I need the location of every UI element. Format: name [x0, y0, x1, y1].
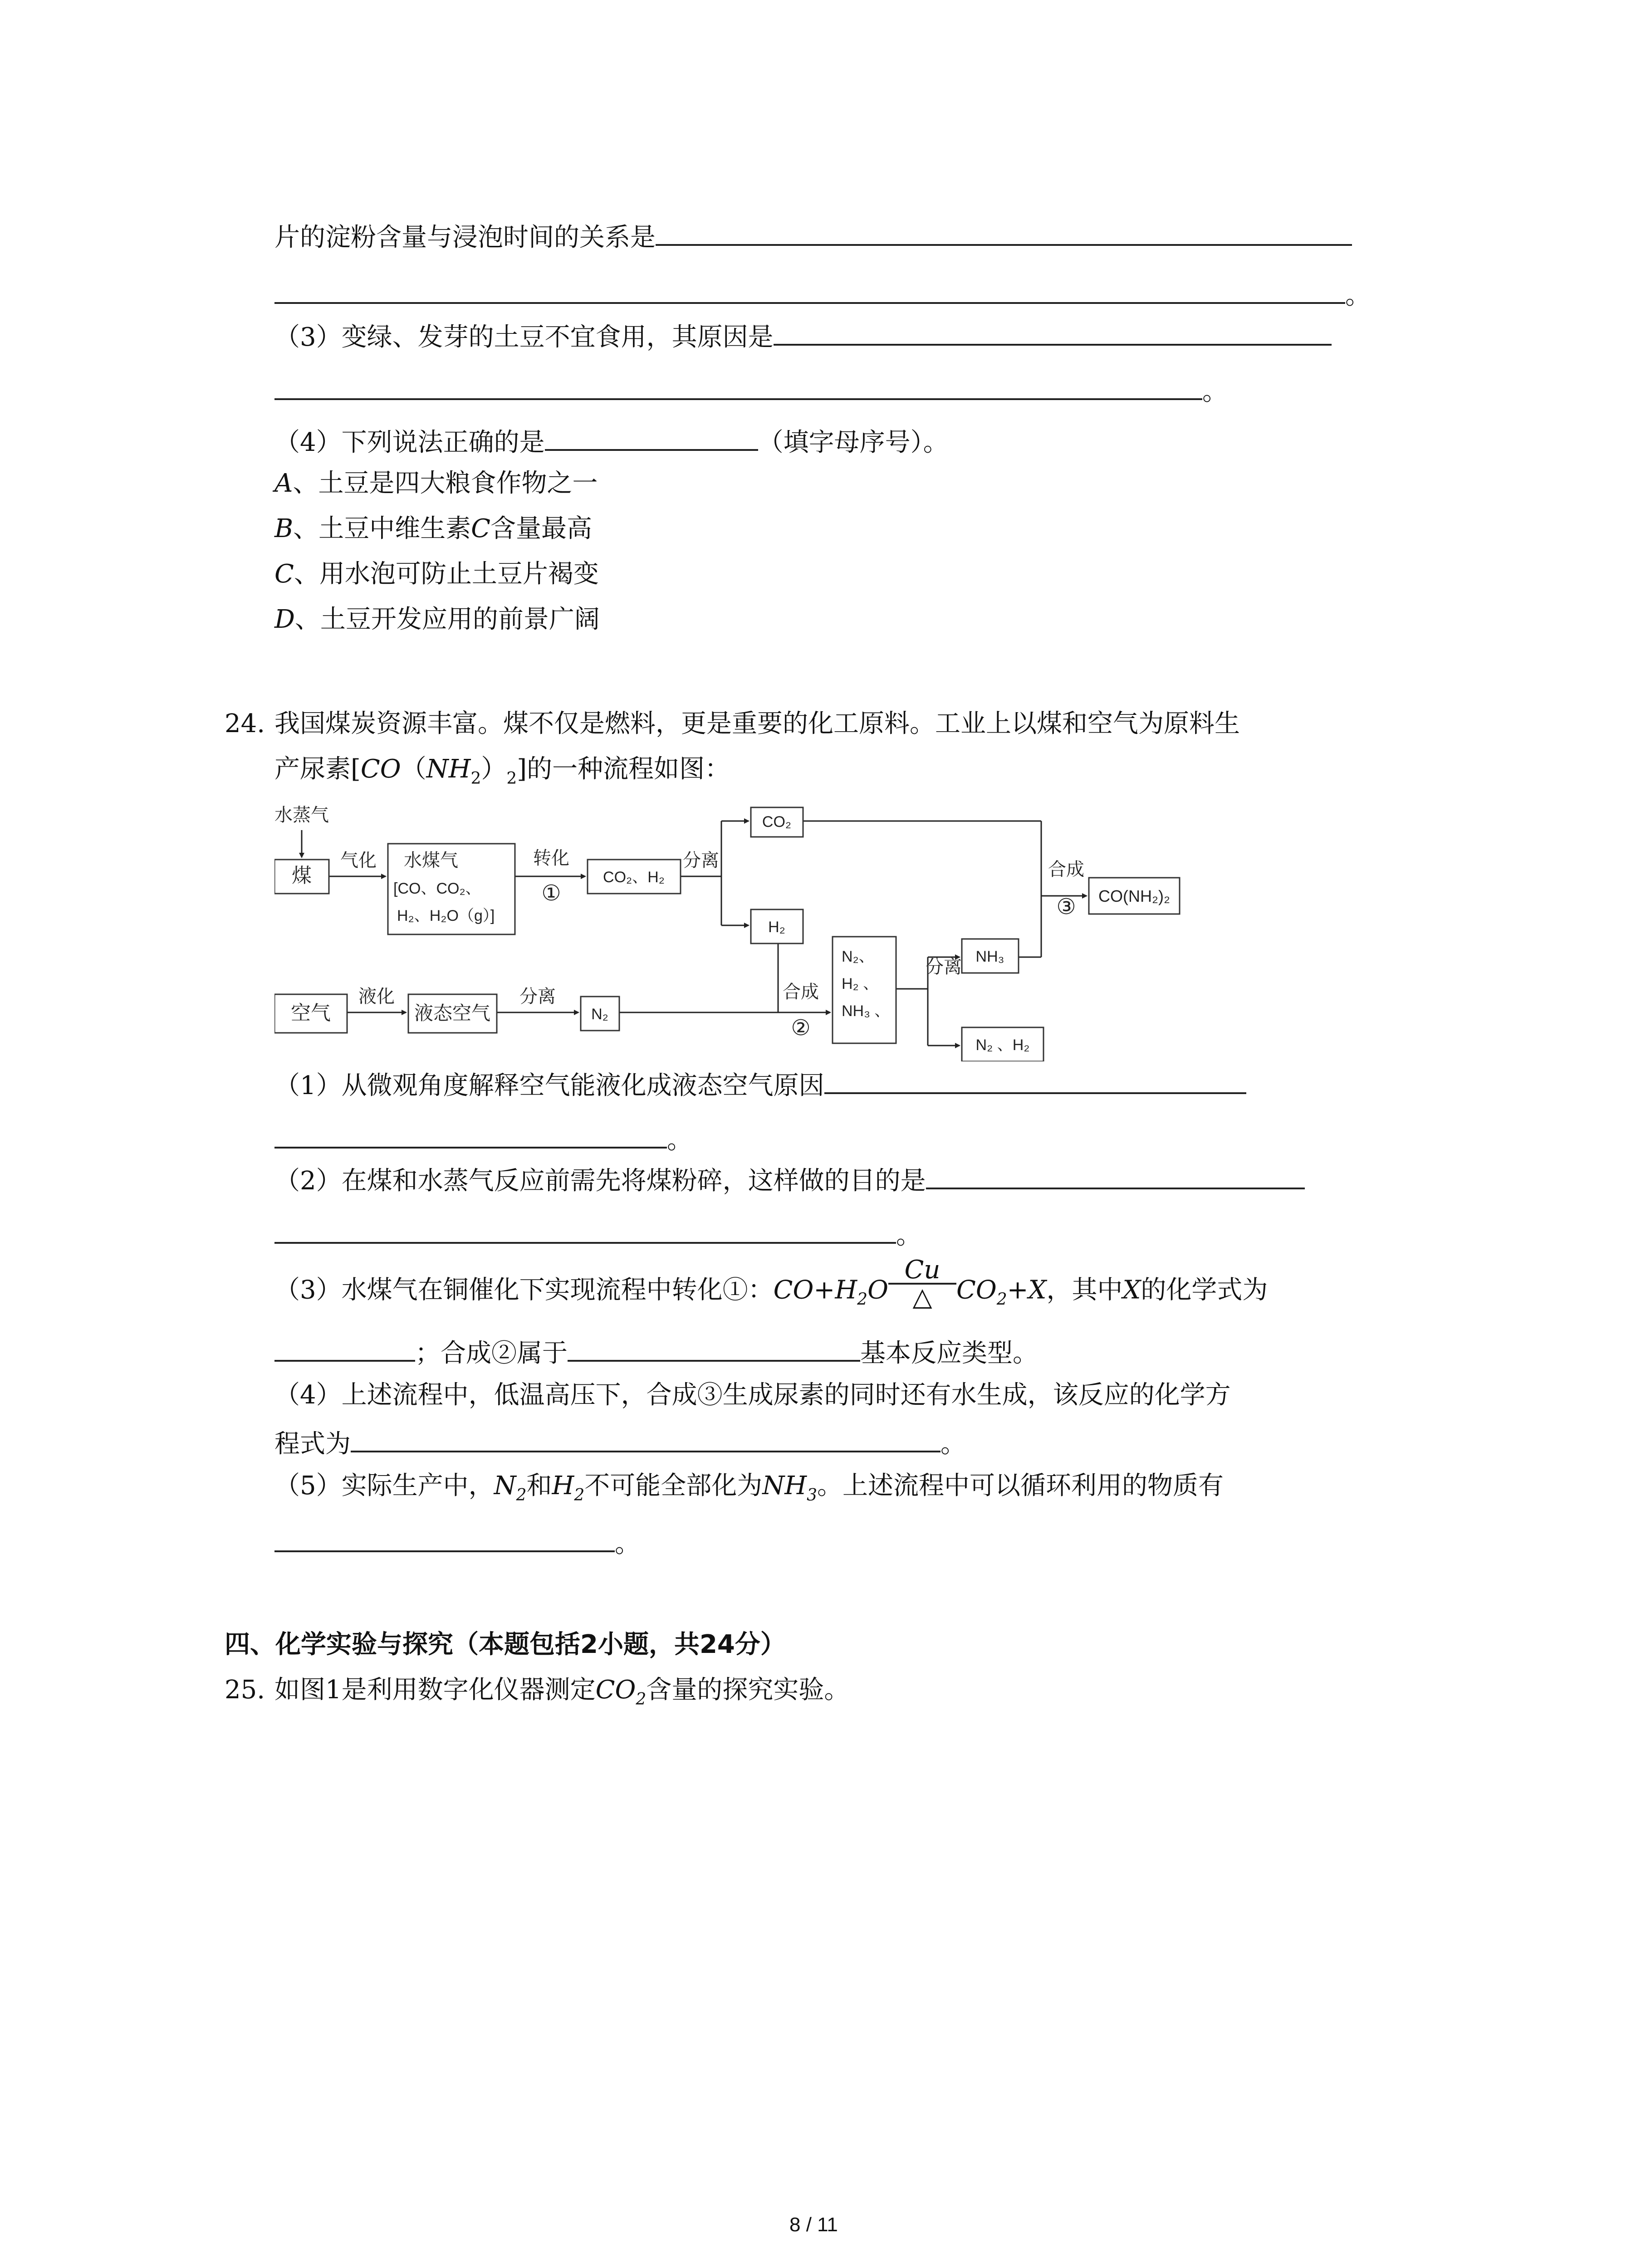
mixture-line3: NH₃ 、	[842, 1002, 890, 1020]
option-text: 、用水泡可防止土豆片褐变	[294, 559, 599, 589]
part-text: 不可能全部化为	[584, 1471, 763, 1501]
water-gas-line2: H₂、H₂O（g）]	[397, 907, 495, 924]
end-mark: 。	[896, 1221, 921, 1250]
option-text: 、土豆是四大粮食作物之一	[293, 469, 598, 498]
mixture-line1: N₂、	[842, 948, 874, 965]
formula: X	[1028, 1275, 1047, 1305]
q23-item3b	[274, 372, 1228, 408]
liquefy-label: 液化	[358, 987, 395, 1007]
q23-item3	[274, 318, 1332, 354]
formula: +	[813, 1275, 835, 1305]
answer-blank[interactable]	[351, 1424, 941, 1452]
q24-number: 24.	[225, 709, 265, 738]
part-text: （3）水煤气在铜催化下实现流程中转化①：	[274, 1275, 774, 1305]
part-text: 。上述流程中可以循环利用的物质有	[817, 1471, 1224, 1501]
steam-label: 水蒸气	[274, 805, 329, 825]
q23-item4	[274, 423, 949, 459]
subscript: 2	[636, 1690, 647, 1709]
formula: O	[867, 1275, 888, 1305]
heat-symbol: △	[912, 1282, 932, 1312]
part-text: 的化学式为	[1141, 1275, 1268, 1305]
answer-blank[interactable]	[656, 218, 1352, 246]
formula-co: CO	[360, 754, 401, 784]
water-gas-title: 水煤气	[404, 850, 458, 870]
synth3-label: 合成	[1048, 860, 1084, 880]
synth2-label: 合成	[783, 982, 819, 1002]
stem-text: ]的一种流程如图：	[517, 754, 730, 784]
co2-label: CO₂	[762, 813, 792, 831]
part-text: （1）从微观角度解释空气能液化成液态空气原因	[274, 1071, 824, 1100]
q24-part2	[274, 1161, 1305, 1198]
q24-part5	[274, 1470, 1224, 1512]
part-text: ；合成②属于	[415, 1339, 568, 1368]
q24-part1b	[274, 1120, 692, 1157]
urea-label: CO(NH₂)₂	[1098, 887, 1170, 905]
option-letter: C	[274, 559, 294, 589]
option-text: 、土豆开发应用的前景广阔	[294, 605, 600, 634]
q23-item4-text: （4）下列说法正确的是	[274, 428, 545, 457]
q23-option-c	[274, 558, 599, 591]
n2-h2-label: N₂ 、H₂	[975, 1036, 1030, 1054]
answer-blank[interactable]	[274, 1524, 615, 1552]
option-letter: A	[274, 469, 293, 498]
paren: （	[401, 754, 426, 784]
part-text: 基本反应类型。	[860, 1339, 1038, 1368]
q23-option-a	[274, 467, 598, 500]
vitamin-letter: C	[471, 514, 491, 543]
end-mark: 。	[667, 1125, 692, 1155]
q23-option-d	[274, 603, 600, 636]
end-mark: 。	[1202, 377, 1228, 406]
formula: H	[552, 1471, 574, 1501]
q23-item4-tail: （填字母序号）。	[758, 428, 949, 457]
convert-label: 转化	[533, 848, 569, 868]
nh3-label: NH₃	[975, 948, 1004, 965]
option-text: 、土豆中维生素	[293, 514, 471, 543]
gasify-label: 气化	[340, 850, 377, 870]
subscript: 2	[506, 769, 517, 788]
circle-3: ③	[1056, 895, 1076, 919]
stem-text: 含量的探究实验。	[646, 1675, 850, 1705]
formula: NH	[762, 1471, 807, 1501]
answer-blank[interactable]	[274, 1216, 896, 1244]
part-text: 程式为	[274, 1429, 351, 1459]
separate2-label: 分离	[519, 987, 556, 1007]
stem-text: 产尿素[	[274, 754, 361, 784]
separate3-label: 分离	[926, 957, 962, 977]
q23-line1-text: 片的淀粉含量与浸泡时间的关系是	[274, 223, 656, 252]
q25-number: 25.	[225, 1675, 265, 1705]
part-text: （5）实际生产中，	[274, 1471, 494, 1501]
subscript: 2	[574, 1486, 585, 1505]
q24-stem-line2	[274, 753, 730, 795]
mixture-line2: H₂ 、	[842, 975, 879, 992]
stem-text: 如图1是利用数字化仪器测定	[274, 1675, 596, 1705]
formula: N	[494, 1471, 516, 1501]
formula: CO	[595, 1675, 636, 1705]
circle-1: ①	[541, 881, 561, 905]
formula-nh: NH	[426, 754, 471, 784]
answer-blank[interactable]	[274, 1334, 415, 1362]
part-text: 和	[526, 1471, 552, 1501]
answer-blank[interactable]	[274, 276, 1345, 304]
formula: X	[1122, 1275, 1141, 1305]
subscript: 2	[516, 1486, 527, 1505]
subscript: 2	[857, 1290, 868, 1309]
answer-blank[interactable]	[824, 1066, 1246, 1094]
q24-part5b	[274, 1524, 640, 1560]
subscript: 3	[807, 1486, 818, 1505]
part-text: （2）在煤和水蒸气反应前需先将煤粉碎，这样做的目的是	[274, 1166, 926, 1196]
catalyst-label: Cu	[888, 1257, 956, 1285]
formula: +	[1007, 1275, 1029, 1305]
answer-blank[interactable]	[545, 423, 758, 451]
option-text-tail: 含量最高	[490, 514, 593, 543]
end-mark: 。	[1345, 281, 1371, 310]
answer-blank[interactable]	[774, 318, 1332, 346]
page-number: 8 / 11	[789, 2214, 838, 2236]
q24-part2b	[274, 1216, 921, 1252]
q23-option-b	[274, 513, 592, 545]
separate1-label: 分离	[683, 850, 719, 870]
formula: H	[835, 1275, 857, 1305]
q23-line1b	[274, 276, 1371, 312]
coal-label: 煤	[292, 865, 312, 887]
section4-heading: 四、化学实验与探究（本题包括2小题，共24分）	[225, 1630, 786, 1659]
water-gas-line1: [CO、CO₂、	[393, 880, 481, 897]
option-letter: B	[274, 514, 294, 543]
answer-blank[interactable]	[274, 1120, 667, 1149]
q24-part3	[274, 1255, 1268, 1318]
liquid-air-label: 液态空气	[414, 1002, 491, 1024]
answer-blank[interactable]	[926, 1161, 1305, 1189]
q25-stem	[274, 1674, 849, 1716]
part-text: ，其中	[1046, 1275, 1123, 1305]
q23-line1	[274, 218, 1352, 254]
formula: CO	[956, 1275, 997, 1305]
q24-part4b	[274, 1424, 966, 1461]
urea-process-flow-diagram	[274, 798, 1205, 1061]
end-mark: 。	[941, 1429, 966, 1459]
air-label: 空气	[291, 1002, 331, 1024]
subscript: 2	[996, 1290, 1007, 1309]
answer-blank[interactable]	[568, 1334, 860, 1362]
subscript: 2	[470, 769, 481, 788]
q24-part3b	[274, 1334, 1038, 1370]
paren: ）	[481, 754, 507, 784]
option-letter: D	[274, 605, 295, 634]
q24-part1	[274, 1066, 1246, 1102]
circle-2: ②	[791, 1016, 811, 1040]
n2-label: N₂	[591, 1006, 608, 1023]
q24-part4: （4）上述流程中，低温高压下，合成③生成尿素的同时还有水生成，该反应的化学方	[274, 1380, 1231, 1410]
co2-h2-label: CO₂、H₂	[603, 869, 665, 886]
formula: CO	[773, 1275, 814, 1305]
h2-label: H₂	[768, 919, 785, 936]
answer-blank[interactable]	[274, 372, 1202, 400]
end-mark: 。	[615, 1529, 640, 1559]
q23-item3-text: （3）变绿、发芽的土豆不宜食用，其原因是	[274, 323, 774, 352]
q24-stem-line1: 我国煤炭资源丰富。煤不仅是燃料，更是重要的化工原料。工业上以煤和空气为原料生	[274, 709, 1240, 738]
reaction-condition	[888, 1257, 956, 1310]
